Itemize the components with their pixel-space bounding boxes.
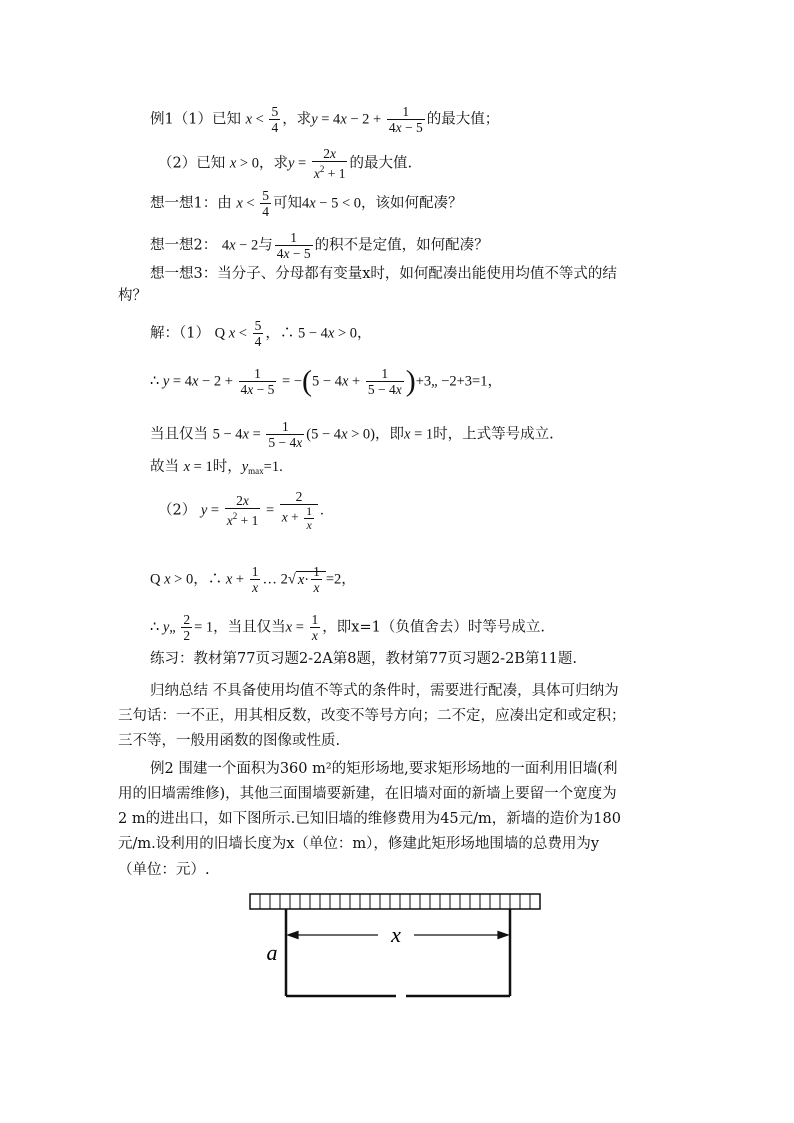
summary-line-2: 三句话：一不正，用其相反数，改变不等号方向；二不定，应凑出定和或定积； bbox=[118, 708, 626, 724]
think-2: 想一想2： 4x − 2与 $\frac{1}{4x - 5}$ 的积不是定值，如何配凑？ bbox=[150, 230, 489, 261]
ex2-line-1: 例2 围建一个面积为360 m²的矩形场地,要求矩形场地的一面利用旧墙(利 bbox=[150, 761, 618, 777]
solution-1-max: 故当 x = 1时，$y_{max}=1$. bbox=[150, 459, 283, 476]
think-1: 想一想1：由 x < $\frac{5}{4}$ 可知4x − 5 < 0，该如何配凑？ bbox=[150, 188, 463, 219]
ex2-line-2: 用的旧墙需维修)，其他三面围墙要新建，在旧墙对面的新墙上要留一个宽度为 bbox=[118, 786, 617, 802]
ex2-line-3: 2 m的进出口，如下图所示.已知旧墙的维修费用为45元/m，新墙的造价为180 bbox=[118, 811, 621, 827]
ex1-part2: （2）已知 x > 0，求y = $\frac{2x}{x^2 + 1}$ 的最大值. bbox=[158, 146, 413, 181]
ex2-line-5: （单位：元）. bbox=[118, 862, 210, 878]
ex2-line-4: 元/m.设利用的旧墙长度为x（单位：m），修建此矩形场地围墙的总费用为y bbox=[118, 836, 600, 852]
ex1-part1: 例1（1）已知 x < $\frac{5}{4}$ ，求y = 4x − 2 + $\frac{1}{4x - 5}$ 的最大值； bbox=[150, 104, 500, 135]
practice: 练习：教材第77页习题2-2A第8题，教材第77页习题2-2B第11题. bbox=[150, 651, 578, 667]
solution-1-equation: ∴ y = 4x − 2 + $\frac{1}{4x - 5}$ = −(5 − 4x + $\frac{1}{5 - 4x}$ )+3„ −2+3=1， bbox=[150, 364, 502, 398]
field-figure bbox=[0, 888, 794, 1028]
think-3-line2: 构？ bbox=[118, 288, 147, 304]
think-3-line1: 想一想3：当分子、分母都有变量x时，如何配凑出能使用均值不等式的结 bbox=[150, 266, 617, 282]
label-x: x bbox=[391, 922, 401, 947]
solution-1-condition: 当且仅当 5 − 4x = $\frac{1}{5 - 4x}$ (5 − 4x > 0)，即x = 1时，上式等号成立. bbox=[150, 419, 554, 450]
solution-1-given: 解：（1） Q x < $\frac{5}{4}$ ，∴ 5 − 4x > 0， bbox=[150, 318, 372, 349]
old-wall bbox=[250, 894, 540, 909]
solution-2-final: ∴ y„ $\frac{2}{2}$ = 1，当且仅当x = $\frac{1}{x}$ ，即x=1（负值舍去）时等号成立. bbox=[150, 612, 545, 643]
summary-line-3: 三不等，一般用函数的图像或性质. bbox=[118, 733, 341, 749]
label-a: a bbox=[266, 940, 278, 965]
solution-2-bound: Q x > 0，∴ x + $\frac{1}{x}$ … 2√ x· $\frac{1}{x}$ =2， bbox=[150, 564, 356, 595]
summary-line-1: 归纳总结 不具备使用均值不等式的条件时，需要进行配凑，具体可归纳为 bbox=[150, 683, 619, 699]
solution-2-rewrite: （2） y = $\frac{2x}{x^2 + 1}$ = 2 x + $\frac{1}{x}$ . bbox=[158, 489, 324, 532]
